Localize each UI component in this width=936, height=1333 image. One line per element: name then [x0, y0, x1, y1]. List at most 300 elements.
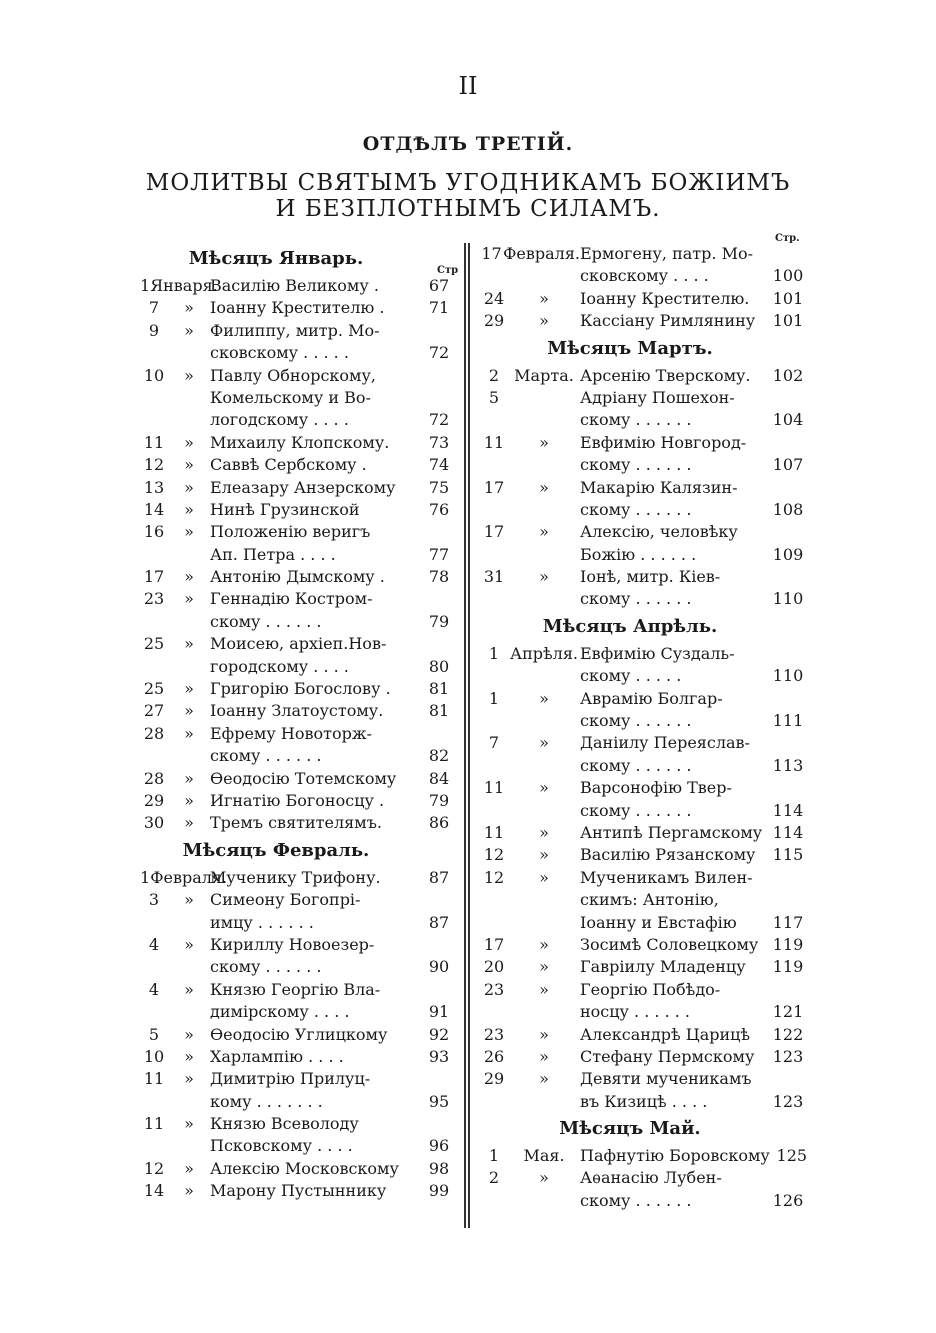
entry-day: 31 — [483, 567, 505, 587]
entry-row — [480, 288, 810, 310]
entry-name — [580, 243, 766, 288]
entry-day: 29 — [483, 1069, 505, 1089]
entry-page: 107 — [772, 455, 804, 475]
entry-name — [580, 365, 766, 387]
entry-name-line: Макарію Калязин- — [580, 477, 738, 497]
entry-page: 110 — [772, 589, 804, 609]
entry-row — [140, 790, 462, 812]
entry-page: 92 — [428, 1024, 450, 1044]
entry-month-mark: » — [184, 298, 194, 318]
entry-name-line: Зосимѣ Соловецкому — [580, 934, 759, 954]
right-column — [480, 243, 810, 1212]
entry-page: 123 — [772, 1091, 804, 1111]
entry-page: 99 — [428, 1181, 450, 1201]
entry-page: 87 — [428, 912, 450, 932]
entry-page: 77 — [428, 544, 450, 564]
entry-name — [580, 777, 766, 822]
entry-name-line: Князю Георгію Вла- — [210, 979, 381, 999]
entry-day: 7 — [488, 733, 500, 753]
entry-month-mark: » — [184, 499, 194, 519]
entry-name-line: Михаилу Клопскому. — [210, 432, 390, 452]
entry-name — [580, 934, 766, 956]
entry-date — [480, 1024, 580, 1046]
entry-date — [140, 1046, 210, 1068]
entry-name-line: Игнатію Богоносцу . — [210, 790, 385, 810]
entry-date — [480, 732, 580, 754]
entry-name — [210, 275, 416, 297]
entry-day: 28 — [143, 768, 165, 788]
entry-name — [580, 310, 766, 332]
month-heading: Мѣсяцъ Январь. — [188, 248, 364, 269]
entry-name-line: Александрѣ Царицѣ — [580, 1024, 751, 1044]
entry-name — [210, 768, 416, 790]
entry-name — [210, 320, 416, 365]
entry-row — [480, 310, 810, 332]
entry-date — [140, 1158, 210, 1180]
entry-name-line: Моисею, архіеп.Нов- — [210, 634, 387, 654]
entry-month-mark: » — [539, 822, 549, 842]
entry-date — [480, 1068, 580, 1090]
entry-date — [480, 566, 580, 588]
entry-date — [140, 889, 210, 911]
entry-month-mark: » — [184, 723, 194, 743]
entry-page: 74 — [428, 455, 450, 475]
entry-row — [140, 1113, 462, 1158]
entry-month-mark: » — [539, 957, 549, 977]
entry-page: 100 — [772, 266, 804, 286]
entry-name-line: димірскому . . . . — [210, 1002, 350, 1022]
entry-name — [210, 1180, 416, 1202]
entry-month-mark: » — [184, 790, 194, 810]
entry-name — [210, 700, 416, 722]
entry-month-mark: » — [184, 522, 194, 542]
entry-name-line: имцу . . . . . . — [210, 912, 314, 932]
entry-row — [140, 934, 462, 979]
entry-day: 4 — [148, 979, 160, 999]
entry-name-line: Стефану Пермскому — [580, 1046, 755, 1066]
left-column — [140, 243, 462, 1203]
entry-day: 11 — [483, 432, 505, 452]
entry-month-mark: » — [539, 522, 549, 542]
entry-month-mark: » — [184, 365, 194, 385]
entry-name — [210, 633, 416, 678]
entry-name — [580, 1024, 766, 1046]
entry-day: 12 — [483, 845, 505, 865]
entry-row — [480, 566, 810, 611]
entry-month-mark: » — [184, 701, 194, 721]
entry-name — [210, 566, 416, 588]
entry-date — [140, 768, 210, 790]
entry-name — [210, 1068, 416, 1113]
entry-date — [140, 521, 210, 543]
entry-name-line: скому . . . . . . — [580, 755, 692, 775]
entry-day: 29 — [483, 311, 505, 331]
entry-name-line: Евфимію Новгород- — [580, 432, 747, 452]
entry-month-mark: » — [184, 1114, 194, 1134]
entry-day: 1 — [140, 276, 151, 295]
entry-name — [210, 867, 416, 889]
entry-name-line: Комельскому и Во- — [210, 387, 371, 407]
entry-page: 126 — [772, 1190, 804, 1210]
entry-name — [580, 956, 766, 978]
entry-name — [210, 1158, 416, 1180]
entry-date — [480, 365, 580, 387]
entry-page: 119 — [772, 957, 804, 977]
entry-page: 114 — [772, 800, 804, 820]
entry-page: 113 — [772, 755, 804, 775]
entry-name — [580, 477, 766, 522]
entry-day: 11 — [143, 1114, 165, 1134]
title-line-2: И БЕЗПЛОТНЫМЪ СИЛАМЪ. — [275, 196, 661, 222]
entry-month-mark: » — [539, 1024, 549, 1044]
entry-row — [140, 1024, 462, 1046]
entry-name — [210, 365, 416, 432]
entry-page: 78 — [428, 567, 450, 587]
entry-page: 101 — [772, 288, 804, 308]
entry-month-mark: » — [184, 934, 194, 954]
entry-name-line: Евфимію Суздаль- — [580, 643, 735, 663]
entry-month-mark: » — [184, 455, 194, 475]
entry-name-line: скому . . . . . — [580, 666, 682, 686]
entry-row — [140, 499, 462, 521]
entry-name-line: Нинѣ Грузинской — [210, 499, 360, 519]
entry-date — [140, 867, 228, 889]
entry-day: 17 — [481, 244, 502, 263]
entry-page: 98 — [428, 1158, 450, 1178]
entry-page: 75 — [428, 477, 450, 497]
entry-page: 73 — [428, 432, 450, 452]
entry-month-mark: » — [184, 768, 194, 788]
entry-page: 79 — [428, 790, 450, 810]
entry-row — [480, 643, 810, 688]
entry-name-line: логодскому . . . . — [210, 410, 349, 430]
entry-day: 2 — [488, 365, 500, 385]
entry-name-line: скому . . . . . . — [580, 589, 692, 609]
entry-month-mark: » — [539, 288, 549, 308]
entry-name-line: Димитрію Прилуц- — [210, 1069, 371, 1089]
entry-date — [480, 822, 580, 844]
entry-name — [210, 979, 416, 1024]
entry-name-line: Алексію, человѣку — [580, 522, 738, 542]
entry-date — [140, 588, 210, 610]
entry-row — [140, 700, 462, 722]
entry-name — [580, 822, 766, 844]
entry-month-mark: Марта. — [514, 365, 574, 385]
entry-name-line: Кириллу Новоезер- — [210, 934, 375, 954]
entry-name — [580, 387, 766, 432]
entry-day: 17 — [483, 934, 505, 954]
entry-name-line: скому . . . . . . — [580, 1190, 692, 1210]
entry-month-mark: » — [539, 778, 549, 798]
entry-name-line: Василію Великому . — [210, 276, 379, 295]
entry-month-mark: » — [184, 1069, 194, 1089]
entry-month-mark: » — [539, 867, 549, 887]
entry-day: 12 — [143, 455, 165, 475]
entry-row — [140, 723, 462, 768]
entry-name-line: скимъ: Антонію, — [580, 890, 719, 910]
entry-day: 30 — [143, 813, 165, 833]
entry-name-line: Өеодосію Углицкому — [210, 1024, 388, 1044]
entry-name-line: Саввѣ Сербскому . — [210, 455, 367, 475]
entry-date — [480, 867, 580, 889]
entry-page: 86 — [428, 813, 450, 833]
entry-month-mark: Февраля. — [503, 244, 580, 263]
entry-name — [210, 499, 416, 521]
entry-day: 17 — [483, 522, 505, 542]
entry-row — [480, 1068, 810, 1113]
page-number: II — [458, 72, 478, 100]
entry-name-line: скому . . . . . . — [210, 957, 322, 977]
column-divider-left — [464, 243, 466, 1228]
entry-name — [580, 732, 766, 777]
entry-name — [210, 1046, 416, 1068]
entry-date — [140, 700, 210, 722]
entry-day: 23 — [483, 1024, 505, 1044]
entry-date — [480, 844, 580, 866]
entry-month-mark: » — [184, 589, 194, 609]
entry-page: 115 — [772, 845, 804, 865]
entry-row — [140, 678, 462, 700]
entry-name — [580, 643, 766, 688]
entry-date — [140, 477, 210, 499]
entry-name — [210, 790, 416, 812]
entry-date — [480, 1145, 580, 1167]
entry-date — [140, 320, 210, 342]
entry-row — [140, 454, 462, 476]
entry-month-mark: » — [184, 979, 194, 999]
entry-name-line: сковскому . . . . — [580, 266, 709, 286]
entry-date — [140, 979, 210, 1001]
entry-row — [140, 812, 462, 834]
entry-row — [140, 275, 462, 297]
entry-row — [480, 844, 810, 866]
entry-name-line: Мученикамъ Вилен- — [580, 867, 753, 887]
entry-day: 11 — [143, 432, 165, 452]
entry-row — [140, 768, 462, 790]
entry-month-mark: » — [184, 1024, 194, 1044]
entry-page: 79 — [428, 611, 450, 631]
entry-name — [580, 432, 766, 477]
entry-date — [140, 1180, 210, 1202]
entry-row — [480, 387, 810, 432]
entry-page: 110 — [772, 666, 804, 686]
entry-row — [140, 477, 462, 499]
entry-month-mark: » — [539, 979, 549, 999]
entry-name-line: скому . . . . . . — [210, 611, 322, 631]
entry-name — [580, 979, 766, 1024]
entry-name-line: Князю Всеволоду — [210, 1114, 359, 1134]
entry-day: 10 — [143, 365, 165, 385]
entry-month-mark: » — [539, 845, 549, 865]
entry-day: 14 — [143, 1181, 165, 1201]
entry-page: 82 — [428, 746, 450, 766]
entry-day: 10 — [143, 1046, 165, 1066]
entry-page: 119 — [772, 934, 804, 954]
month-heading: Мѣсяцъ Февраль. — [182, 839, 370, 861]
entry-month-mark: » — [539, 733, 549, 753]
entry-name-line: Адріану Пошехон- — [580, 387, 735, 407]
entry-name-line: Варсонофію Твер- — [580, 778, 732, 798]
entry-name — [210, 1024, 416, 1046]
entry-name-line: скому . . . . . . — [580, 410, 692, 430]
entry-day: 12 — [143, 1158, 165, 1178]
entry-row — [140, 1068, 462, 1113]
entry-date — [480, 643, 580, 665]
entry-name-line: Іоанну Златоустому. — [210, 701, 384, 721]
entry-month-mark: Апрѣля. — [509, 643, 578, 663]
entry-name — [210, 812, 416, 834]
entry-name — [580, 867, 766, 934]
entry-name-line: Симеону Богопрі- — [210, 890, 361, 910]
entry-day: 2 — [488, 1168, 500, 1188]
entry-name — [210, 588, 416, 633]
entry-page: 95 — [428, 1091, 450, 1111]
entry-day: 11 — [483, 822, 505, 842]
entry-month-mark: » — [539, 1069, 549, 1089]
entry-month-mark: » — [184, 432, 194, 452]
entry-date — [480, 288, 580, 310]
entry-date — [480, 387, 580, 409]
entry-day: 3 — [148, 890, 160, 910]
entry-name-line: Гавріилу Младенцу — [580, 957, 746, 977]
entry-row — [480, 1145, 810, 1167]
entry-name-line: Антипѣ Пергамскому — [580, 822, 763, 842]
entry-page: 90 — [428, 957, 450, 977]
entry-date — [480, 477, 580, 499]
entry-row — [140, 633, 462, 678]
entry-day: 11 — [143, 1069, 165, 1089]
entry-name-line: Іоанну и Евстафію — [580, 912, 737, 932]
entry-name — [210, 454, 416, 476]
entry-name-line: Положенію веригъ — [210, 522, 371, 542]
entry-name-line: скому . . . . . . — [580, 711, 692, 731]
entry-month-mark: » — [184, 567, 194, 587]
entry-page: 109 — [772, 544, 804, 564]
entry-row — [480, 1024, 810, 1046]
entry-month-mark: » — [539, 688, 549, 708]
entry-row — [140, 1046, 462, 1068]
entry-name-line: Өеодосію Тотемскому — [210, 768, 397, 788]
entry-name-line: Аврамію Болгар- — [580, 688, 723, 708]
entry-page: 108 — [772, 499, 804, 519]
entry-page: 111 — [772, 711, 804, 731]
entry-name-line: Аѳанасію Лубен- — [580, 1168, 722, 1188]
entry-page: 93 — [428, 1046, 450, 1066]
entry-date — [140, 934, 210, 956]
entry-date — [480, 1167, 580, 1189]
entry-row — [480, 822, 810, 844]
entry-name — [580, 1167, 766, 1212]
entry-name-line: скому . . . . . . — [210, 746, 322, 766]
entry-name-line: городскому . . . . — [210, 656, 349, 676]
entry-name — [580, 844, 766, 866]
entry-date — [140, 499, 210, 521]
entry-name-line: Девяти мученикамъ — [580, 1069, 752, 1089]
entry-name-line: Ефрему Новоторж- — [210, 723, 372, 743]
entry-name-line: Алексію Московскому — [210, 1158, 399, 1178]
entry-day: 16 — [143, 522, 165, 542]
entry-page: 84 — [428, 768, 450, 788]
entry-month-mark: » — [539, 1046, 549, 1066]
entry-row — [480, 777, 810, 822]
entry-page: 72 — [428, 410, 450, 430]
entry-day: 14 — [143, 499, 165, 519]
entry-name — [210, 432, 416, 454]
entry-date — [140, 297, 210, 319]
entry-row — [480, 688, 810, 733]
entry-page: 125 — [776, 1146, 808, 1166]
entry-row — [140, 867, 462, 889]
entry-name — [580, 521, 766, 566]
entry-row — [480, 1046, 810, 1068]
entry-day: 1 — [488, 643, 500, 663]
entry-name-line: Пафнутію Боровскому — [580, 1146, 770, 1166]
column-divider-right — [468, 243, 470, 1228]
entry-name-line: Павлу Обнорскому, — [210, 365, 376, 385]
entry-page: 81 — [428, 679, 450, 699]
entry-row — [140, 566, 462, 588]
entry-name — [210, 723, 416, 768]
entry-name-line: Геннадію Костром- — [210, 589, 373, 609]
section-title: ОТДѢЛЪ ТРЕТІЙ. — [362, 133, 574, 155]
entry-name-line: Тремъ святителямъ. — [210, 813, 382, 833]
entry-name — [210, 678, 416, 700]
entry-name-line: Кассіану Римлянину — [580, 311, 756, 331]
entry-name-line: Георгію Побѣдо- — [580, 979, 721, 999]
entry-name-line: Іонѣ, митр. Кіев- — [580, 567, 721, 587]
month-heading: Мѣсяцъ Май. — [559, 1118, 701, 1140]
entry-month-mark: Февраля. — [150, 867, 228, 887]
entry-date — [140, 566, 210, 588]
entry-row — [480, 956, 810, 978]
entry-page: 121 — [772, 1002, 804, 1022]
entry-date — [480, 934, 580, 956]
entry-day: 5 — [148, 1024, 160, 1044]
entry-name-line: Филиппу, митр. Мо- — [210, 320, 380, 340]
entry-date — [140, 365, 210, 387]
entry-day: 17 — [143, 567, 165, 587]
entry-month-mark: » — [184, 813, 194, 833]
entry-name-line: сковскому . . . . . — [210, 343, 349, 363]
entry-name — [580, 1046, 766, 1068]
entry-page: 104 — [772, 410, 804, 430]
entry-date — [480, 521, 580, 543]
entry-day: 29 — [143, 790, 165, 810]
entry-row — [140, 889, 462, 934]
entry-day: 20 — [483, 957, 505, 977]
entry-month-mark: » — [539, 477, 549, 497]
entry-page: 72 — [428, 343, 450, 363]
entry-name-line: Василію Рязанскому — [580, 845, 756, 865]
page-column-heading-left: Стр — [437, 265, 459, 276]
entry-name-line: въ Кизицѣ . . . . — [580, 1091, 708, 1111]
entry-month-mark: » — [184, 1046, 194, 1066]
entry-row — [480, 432, 810, 477]
entry-page: 67 — [428, 276, 450, 295]
entry-date — [140, 812, 210, 834]
entry-day: 1 — [488, 688, 500, 708]
entry-name — [210, 297, 416, 319]
entry-page: 102 — [772, 365, 804, 385]
entry-name-line: Елеазару Анзерскому — [210, 477, 396, 497]
entry-month-mark: » — [539, 934, 549, 954]
entry-page: 96 — [428, 1136, 450, 1156]
entry-date — [480, 243, 580, 265]
entry-row — [480, 477, 810, 522]
entry-row — [480, 521, 810, 566]
entry-name-line: носцу . . . . . . — [580, 1002, 690, 1022]
entry-name-line: Ап. Петра . . . . — [210, 544, 336, 564]
